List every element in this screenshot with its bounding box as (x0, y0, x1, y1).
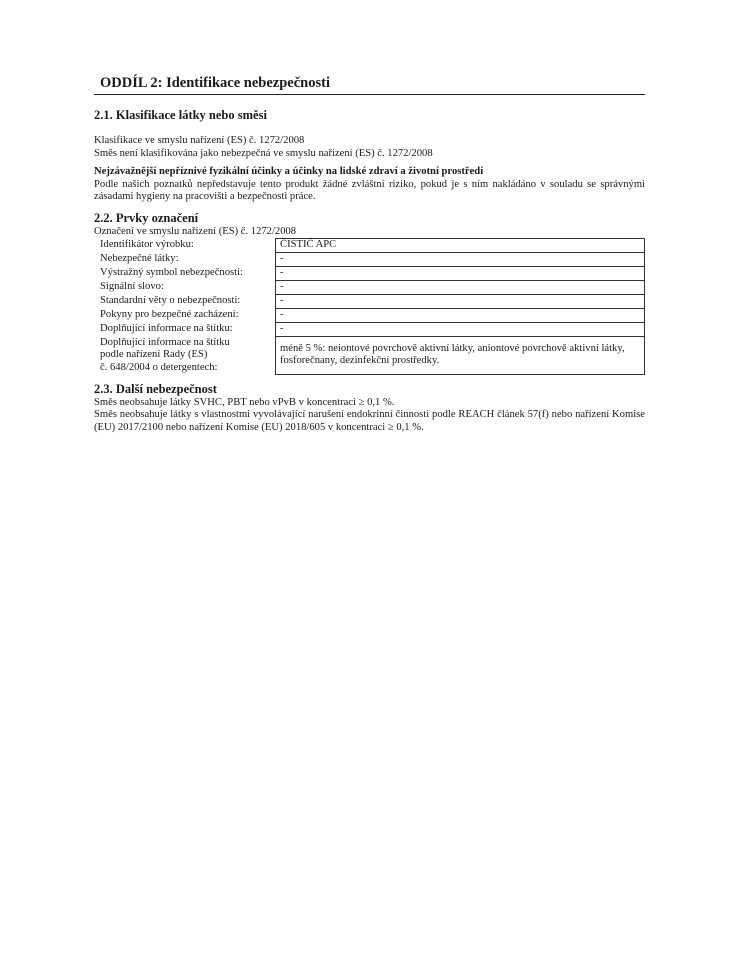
hazard-line-2: Směs neobsahuje látky s vlastnostmi vyvolávající narušení endokrinní činnosti podle REACH článek 57(f) nebo nařízení Komise (EU) 2017/2100 nebo nařízení Komise (EU) 2018/605 v koncentraci ≥ 0,1 %. (94, 409, 645, 433)
labelling-intro: Označení ve smyslu nařízení (ES) č. 1272/2008 (94, 225, 297, 237)
row-label: Nebezpečné látky: (100, 252, 179, 264)
row-value: - (276, 281, 645, 295)
table-row (98, 323, 645, 337)
detergent-value: méně 5 %: neiontové povrchově aktivní látky, aniontové povrchově aktivní látky, fosforečnany, dezinfekční prostředky. (276, 337, 645, 375)
row-value: - (276, 309, 645, 323)
table-row (98, 309, 645, 323)
detergent-label-line-3: č. 648/2004 o detergentech: (100, 361, 218, 373)
hazard-line-1: Směs neobsahuje látky SVHC, PBT nebo vPvB v koncentraci ≥ 0,1 %. (94, 396, 395, 408)
section-title: ODDÍL 2: Identifikace nebezpečnosti (94, 74, 645, 95)
row-label: Signální slovo: (100, 280, 164, 292)
heading-2-3: 2.3. Další nebezpečnost (94, 381, 217, 396)
row-value: - (276, 253, 645, 267)
heading-2-1: 2.1. Klasifikace látky nebo směsi (94, 108, 267, 122)
heading-2-2: 2.2. Prvky označení (94, 210, 199, 225)
row-value: - (276, 295, 645, 309)
table-row (98, 267, 645, 281)
detergent-label-line-1: Doplňující informace na štítku (100, 336, 230, 348)
row-value: - (276, 323, 645, 337)
row-value: - (276, 267, 645, 281)
classification-line-1: Klasifikace ve smyslu nařízení (ES) č. 1272/2008 (94, 135, 305, 146)
row-label: Výstražný symbol nebezpečnosti: (100, 266, 243, 278)
table-row-detergents (98, 337, 645, 375)
row-label: Pokyny pro bezpečné zacházení: (100, 308, 239, 320)
effects-text: Podle našich poznatků nepředstavuje tento produkt žádné zvláštní riziko, pokud je s ním nakládáno v souladu se správnými zásadami hygieny na pracovišti a bezpečnosti práce. (94, 178, 645, 202)
labelling-table (98, 238, 645, 375)
sds-section-2 (94, 74, 645, 434)
detergent-label-line-2: podle nařízení Rady (ES) (100, 349, 208, 360)
row-value: ČISTIČ APC (276, 239, 645, 253)
row-label: Doplňující informace na štítku: (100, 322, 233, 334)
table-row (98, 253, 645, 267)
row-label: Standardní věty o nebezpečnosti: (100, 294, 241, 306)
detergent-label (98, 337, 276, 375)
classification-line-2: Směs není klasifikována jako nebezpečná ve smyslu nařízení (ES) č. 1272/2008 (94, 147, 433, 159)
row-label: Identifikátor výrobku: (100, 238, 194, 250)
table-row (98, 281, 645, 295)
effects-heading: Nejzávažnější nepříznivé fyzikální účinky a účinky na lidské zdraví a životní prostředí (94, 166, 484, 177)
table-row (98, 239, 645, 253)
table-row (98, 295, 645, 309)
